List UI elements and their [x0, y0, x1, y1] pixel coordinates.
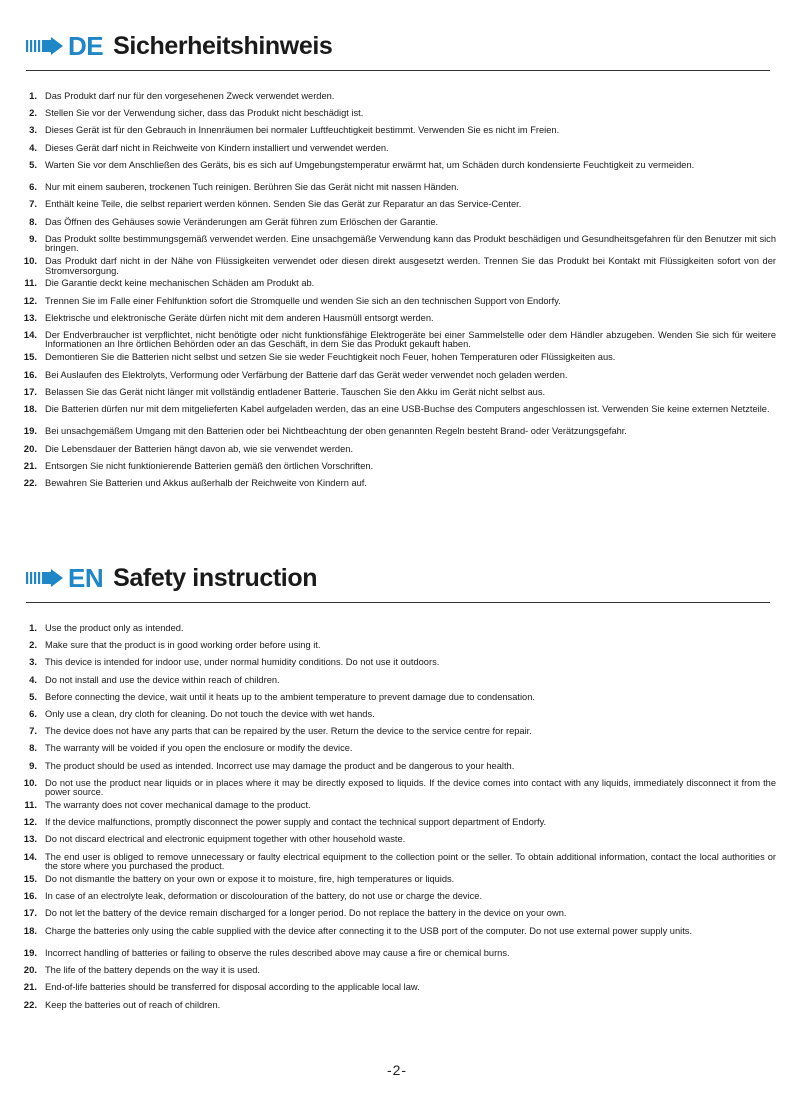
list-item [0, 353, 794, 370]
item-text: Entsorgen Sie nicht funktionierende Batterien gemäß den örtlichen Vorschriften. [45, 460, 374, 471]
list-item [0, 109, 794, 126]
item-number: 7. [29, 199, 37, 211]
item-number: 15. [23, 874, 37, 886]
section-heading-de [26, 30, 794, 62]
section-en [0, 562, 794, 1011]
instruction-list-en [0, 624, 794, 1018]
item-number: 20. [23, 965, 37, 977]
item-number: 10. [23, 777, 37, 789]
list-item [0, 710, 794, 727]
item-number: 6. [29, 708, 37, 720]
item-number: 19. [23, 947, 37, 959]
arrow-right-icon [26, 37, 64, 55]
list-item [0, 801, 794, 818]
item-text: Do not dismantle the battery on your own or expose it to moisture, fire, high temperatures or liquids. [45, 874, 455, 885]
item-text: Make sure that the product is in good working order before using it. [45, 640, 321, 651]
list-item [0, 388, 794, 405]
item-text: Demontieren Sie die Batterien nicht selbst und setzen Sie sie weder Feuchtigkeit noch Feuer, hohen Temperaturen oder Flüssigkeiten aus. [45, 352, 616, 363]
item-text: The product should be used as intended. Incorrect use may damage the product and be dangerous to your health. [45, 760, 515, 771]
item-number: 9. [29, 760, 37, 772]
item-number: 6. [29, 182, 37, 194]
item-text: Do not let the battery of the device remain discharged for a longer period. Do not replace the battery in the device on your own. [45, 908, 567, 919]
item-text: Nur mit einem sauberen, trockenen Tuch reinigen. Berühren Sie das Gerät nicht mit nassen Händen. [45, 182, 459, 193]
item-number: 21. [23, 460, 37, 472]
item-text: The warranty will be voided if you open the enclosure or modify the device. [45, 743, 353, 754]
item-number: 3. [29, 125, 37, 137]
list-item [0, 405, 794, 427]
item-number: 3. [29, 657, 37, 669]
list-item [0, 479, 794, 496]
item-text: Warten Sie vor dem Anschließen des Geräts, bis es sich auf Umgebungstemperatur erwärmt hat, um Schäden durch kondensierte Feuchtigkeit zu vermeiden. [45, 159, 695, 170]
item-number: 14. [23, 851, 37, 863]
arrow-right-icon [26, 569, 64, 587]
list-item [0, 235, 794, 257]
list-item [0, 693, 794, 710]
item-text: Before connecting the device, wait until it heats up to the ambient temperature to prevent damage due to condensation. [45, 691, 535, 702]
list-item [0, 744, 794, 761]
list-item [0, 818, 794, 835]
list-item [0, 909, 794, 926]
item-number: 4. [29, 674, 37, 686]
item-text: Dieses Gerät ist für den Gebrauch in Innenräumen bei normaler Luftfeuchtigkeit bestimmt. Verwenden Sie es nicht im Freien. [45, 125, 560, 136]
list-item [0, 949, 794, 966]
instruction-list-de [0, 92, 794, 496]
list-item [0, 462, 794, 479]
item-text: Keep the batteries out of reach of children. [45, 999, 221, 1010]
item-text: Die Lebensdauer der Batterien hängt davon ab, wie sie verwendet werden. [45, 443, 354, 454]
list-item [0, 218, 794, 235]
item-text: Enthält keine Teile, die selbst repariert werden können. Senden Sie das Gerät zur Reparatur an das Service-Center. [45, 199, 522, 210]
list-item [0, 1001, 794, 1018]
list-item [0, 427, 794, 444]
item-text: Only use a clean, dry cloth for cleaning. Do not touch the device with wet hands. [45, 708, 375, 719]
item-number: 10. [23, 256, 37, 268]
item-number: 15. [23, 352, 37, 364]
item-text: Das Öffnen des Gehäuses sowie Veränderungen am Gerät führen zum Erlöschen der Garantie. [45, 216, 439, 227]
list-item [0, 658, 794, 675]
item-text: Belassen Sie das Gerät nicht länger mit vollständig entladener Batterie. Tauschen Sie den Akku im Gerät nicht selbst aus. [45, 386, 546, 397]
list-item [0, 200, 794, 217]
item-number: 18. [23, 404, 37, 415]
item-text: Die Batterien dürfen nur mit dem mitgelieferten Kabel aufgeladen werden, das an eine USB-Buchse des Computers angeschlossen ist. Verwenden Sie keine externen Netzteile. [45, 404, 770, 414]
item-text: Use the product only as intended. [45, 623, 184, 633]
item-text: Dieses Gerät darf nicht in Reichweite von Kindern installiert und verwendet werden. [45, 142, 389, 153]
section-title: Sicherheitshinweis [113, 31, 333, 60]
item-text: Die Garantie deckt keine mechanischen Schäden am Produkt ab. [45, 278, 315, 289]
item-number: 8. [29, 216, 37, 228]
list-item [0, 183, 794, 200]
item-text: Trennen Sie im Falle einer Fehlfunktion sofort die Stromquelle und wenden Sie sich an den technischen Support von Endorfy. [45, 295, 561, 306]
item-text: This device is intended for indoor use, under normal humidity conditions. Do not use it outdoors. [45, 657, 440, 668]
list-item [0, 161, 794, 183]
item-text: End-of-life batteries should be transferred for disposal according to the applicable local law. [45, 982, 420, 993]
item-number: 5. [29, 691, 37, 703]
item-text: The life of the battery depends on the way it is used. [45, 965, 260, 976]
list-item [0, 779, 794, 801]
item-text: Elektrische und elektronische Geräte dürfen nicht mit dem anderen Hausmüll entsorgt werden. [45, 312, 434, 323]
item-number: 5. [29, 159, 37, 171]
item-number: 1. [29, 623, 37, 634]
item-number: 4. [29, 142, 37, 154]
item-number: 2. [29, 640, 37, 652]
item-number: 17. [23, 386, 37, 398]
language-code: DE [68, 30, 104, 61]
item-text: The warranty does not cover mechanical damage to the product. [45, 800, 311, 811]
item-number: 13. [23, 312, 37, 324]
item-number: 2. [29, 108, 37, 120]
item-number: 11. [24, 278, 37, 290]
list-item [0, 371, 794, 388]
item-text: If the device malfunctions, promptly disconnect the power supply and contact the technical support department of Endorfy. [45, 817, 547, 828]
list-item [0, 853, 794, 875]
item-number: 12. [23, 817, 37, 829]
list-item [0, 144, 794, 161]
item-number: 17. [23, 908, 37, 920]
item-number: 9. [29, 233, 37, 245]
item-number: 1. [29, 91, 37, 102]
list-item [0, 875, 794, 892]
list-item [0, 762, 794, 779]
list-item [0, 314, 794, 331]
item-number: 16. [23, 369, 37, 381]
item-number: 14. [23, 330, 37, 342]
list-item [0, 624, 794, 641]
list-item [0, 279, 794, 296]
language-code: EN [68, 562, 104, 593]
item-number: 19. [23, 426, 37, 438]
item-text: Der Endverbraucher ist verpflichtet, nicht benötigte oder nicht funktionsfähige Elektrogeräte bei einer Sammelstelle oder dem Händler abzugeben. Wenden Sie sich für weitere Informationen an Ihre örtlichen Behörden oder an das Geschäft, in dem Sie das Produkt gekauft haben. [45, 330, 776, 350]
item-number: 12. [23, 295, 37, 307]
list-item [0, 641, 794, 658]
divider [26, 602, 770, 603]
page-number: -2- [386, 1062, 408, 1078]
item-text: Bewahren Sie Batterien und Akkus außerhalb der Reichweite von Kindern auf. [45, 477, 367, 488]
item-text: Bei Auslaufen des Elektrolyts, Verformung oder Verfärbung der Batterie darf das Gerät weder verwendet noch geladen werden. [45, 369, 568, 380]
list-item [0, 92, 794, 109]
list-item [0, 727, 794, 744]
item-text: Das Produkt sollte bestimmungsgemäß verwendet werden. Eine unsachgemäße Verwendung kann das Produkt beschädigen und Gesundheitsgefahren für den Benutzer mit sich bringen. [45, 233, 776, 254]
item-text: Das Produkt darf nur für den vorgesehenen Zweck verwendet werden. [45, 91, 335, 101]
list-item [0, 126, 794, 143]
section-heading-en [26, 562, 794, 594]
section-de [0, 30, 794, 489]
item-number: 8. [29, 743, 37, 755]
item-text: In case of an electrolyte leak, deformation or discolouration of the battery, do not use or charge the device. [45, 891, 483, 902]
list-item [0, 966, 794, 983]
item-text: Das Produkt darf nicht in der Nähe von Flüssigkeiten verwendet oder diesen direkt ausgesetzt werden. Trennen Sie das Produkt bei Kontakt mit Flüssigkeiten sofort von der Stromversorgung. [45, 256, 776, 276]
section-title: Safety instruction [113, 563, 318, 592]
item-text: Do not install and use the device within reach of children. [45, 674, 280, 685]
list-item [0, 927, 794, 949]
item-text: Bei unsachgemäßem Umgang mit den Batterien oder bei Nichtbeachtung der oben genannten Regeln besteht Brand- oder Verätzungsgefahr. [45, 426, 627, 437]
list-item [0, 892, 794, 909]
list-item [0, 676, 794, 693]
item-number: 7. [29, 726, 37, 738]
item-text: Incorrect handling of batteries or failing to observe the rules described above may cause a fire or chemical burns. [45, 947, 510, 958]
item-text: The device does not have any parts that can be repaired by the user. Return the device to the service centre for repair. [45, 726, 532, 737]
list-item [0, 835, 794, 852]
list-item [0, 983, 794, 1000]
list-item [0, 297, 794, 314]
list-item [0, 445, 794, 462]
item-number: 11. [24, 800, 37, 812]
item-number: 21. [23, 982, 37, 994]
divider [26, 70, 770, 71]
item-number: 13. [23, 834, 37, 846]
item-number: 16. [23, 891, 37, 903]
item-text: The end user is obliged to remove unnecessary or faulty electrical equipment to the collection point or the seller. To obtain additional information, contact the local authorities or the store where you purchased the product. [45, 851, 776, 872]
item-text: Stellen Sie vor der Verwendung sicher, dass das Produkt nicht beschädigt ist. [45, 108, 364, 119]
item-text: Charge the batteries only using the cable supplied with the device after connecting it to the USB port of the computer. Do not use external power supply units. [45, 925, 693, 936]
item-number: 18. [23, 925, 37, 937]
item-number: 20. [23, 443, 37, 455]
item-number: 22. [23, 999, 37, 1011]
item-text: Do not use the product near liquids or in places where it may be directly exposed to liquids. If the device comes into contact with any liquids, immediately disconnect it from the power source. [45, 777, 776, 798]
item-number: 22. [23, 477, 37, 489]
item-text: Do not discard electrical and electronic equipment together with other household waste. [45, 834, 406, 845]
list-item [0, 331, 794, 353]
list-item [0, 257, 794, 279]
